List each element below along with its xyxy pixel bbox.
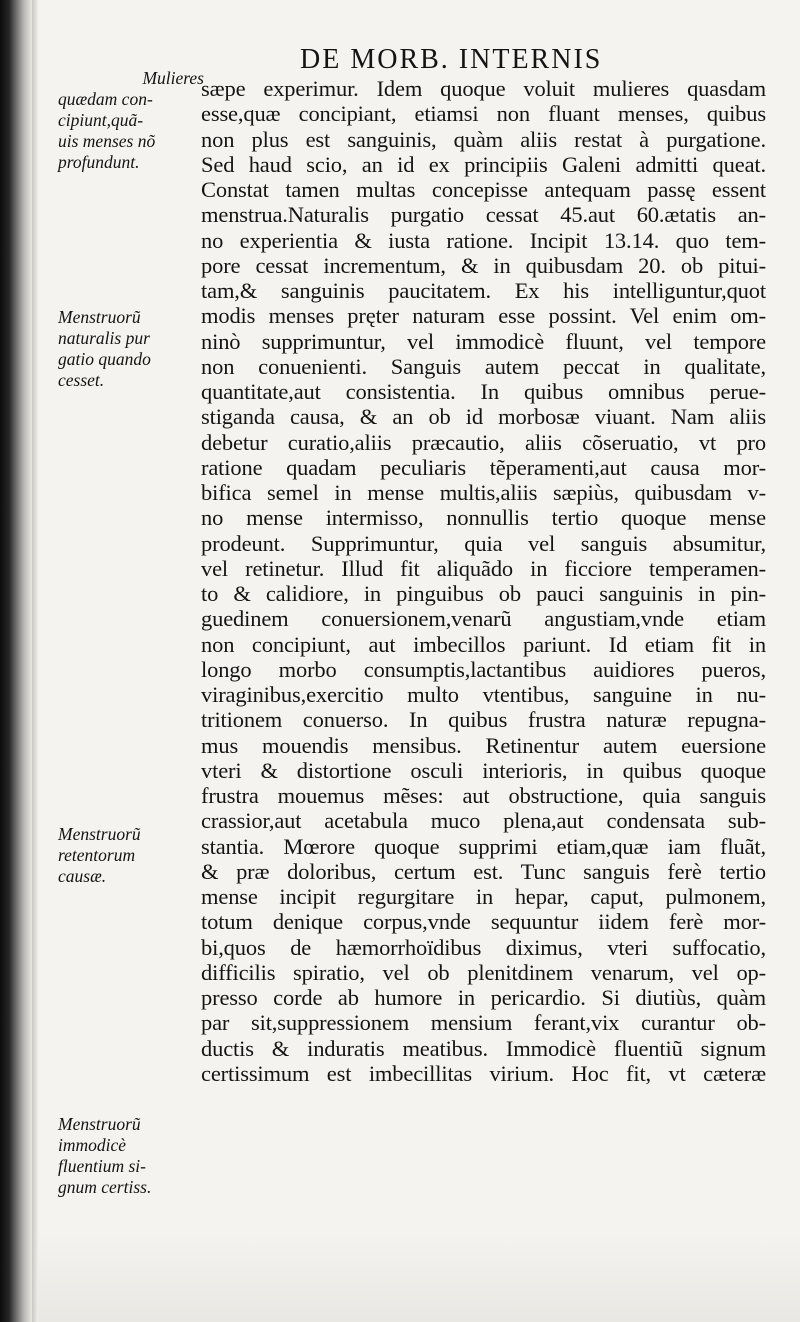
text-line: vel retinetur. Illud fit aliquãdo in ficciore temperamen- [201, 555, 766, 581]
text-line: no mense intermisso, nonnullis tertio quoque mense [201, 505, 766, 531]
text-line: mense incipit regurgitare in hepar, caput, pulmonem, [201, 884, 766, 909]
text-line: sæpe experimur. Idem quoque voluit mulieres quasdam [201, 76, 766, 101]
text-line: Constat tamen multas concepisse antequam passę essent [201, 177, 766, 202]
text-line: non concipiunt, aut imbecillos pariunt. Id etiam fit in [201, 631, 766, 657]
text-line: non plus est sanguinis, quàm aliis restat à purgatione. [201, 126, 766, 152]
text-line: ductis & induratis meatibus. Immodicè fluentiũ signum [201, 1035, 766, 1061]
text-line: ratione quadam peculiaris tẽperamenti,aut causa mor- [201, 454, 766, 480]
text-line: vteri & distortione osculi interioris, in quibus quoque [201, 757, 766, 783]
margin-note-line: gnum certiss. [58, 1177, 152, 1197]
text-line: Sed haud scio, an id ex principiis Galeni admitti queat. [201, 151, 766, 177]
text-line: debetur curatio,aliis præcautio, aliis cõseruatio, vt pro [201, 429, 766, 455]
text-line: pore cessat incrementum, & in quibusdam 20. ob pitui- [201, 252, 766, 278]
margin-note-mulieres [58, 68, 208, 173]
margin-note-line: cesset. [58, 370, 105, 390]
text-line: longo morbo consumptis,lactantibus auidiores pueros, [201, 656, 766, 682]
text-line: guedinem conuersionem,venarũ angustiam,vnde etiam [201, 606, 766, 632]
text-line: frustra mouemus mẽses: aut obstructione, quia sanguis [201, 783, 766, 808]
text-line: bi,quos de hæmorrhoïdibus diximus, vteri suffocatio, [201, 934, 766, 960]
text-line: viraginibus,exercitio multo vtentibus, sanguine in nu- [201, 682, 766, 707]
text-line: stiganda causa, & an ob id morbosæ viuant. Nam aliis [201, 404, 766, 430]
margin-note-line: profundunt. [58, 152, 140, 172]
text-line: par sit,suppressionem mensium ferant,vix curantur ob- [201, 1010, 766, 1036]
text-line: difficilis spiratio, vel ob plenitdinem venarum, vel op- [201, 959, 766, 985]
margin-note-line: Menstruorũ [58, 307, 141, 327]
text-line: non conuenienti. Sanguis autem peccat in qualitate, [201, 353, 766, 379]
text-line: certissimum est imbecillitas virium. Hoc fit, vt cæteræ [201, 1060, 766, 1086]
text-line: menstrua.Naturalis purgatio cessat 45.aut 60.ætatis an- [201, 202, 766, 228]
text-line: tam,& sanguinis paucitatem. Ex his intelliguntur,quot [201, 278, 766, 303]
text-line: no experientia & iusta ratione. Incipit 13.14. quo tem- [201, 227, 766, 253]
margin-note-line: naturalis pur [58, 328, 150, 348]
margin-note-line: quædam con- [58, 89, 153, 109]
text-line: stantia. Mœrore quoque supprimi etiam,quæ iam fluãt, [201, 833, 766, 859]
text-line: modis menses pręter naturam esse possint. Vel enim om- [201, 303, 766, 329]
margin-note-line: fluentium si- [58, 1156, 146, 1176]
text-line: crassior,aut acetabula muco plena,aut condensata sub- [201, 808, 766, 834]
margin-note-line: retentorum [58, 845, 136, 865]
margin-note-naturalis-purgatio [58, 307, 208, 391]
margin-note-line: uis menses nõ [58, 131, 156, 151]
text-line: quantitate,aut consistentia. In quibus omnibus perue- [201, 379, 766, 404]
text-line: esse,quæ concipiant, etiamsi non fluant menses, quibus [201, 101, 766, 127]
text-line: bifica semel in mense multis,aliis sæpiùs, quibusdam v- [201, 480, 766, 505]
main-text-column [201, 76, 766, 1086]
text-line: totum denique corpus,vnde sequuntur iidem ferè mor- [201, 909, 766, 935]
margin-note-line: cipiunt,quã- [58, 110, 144, 130]
text-line: prodeunt. Supprimuntur, quia vel sanguis absumitur, [201, 530, 766, 556]
text-line: presso corde ab humore in pericardio. Si diutiùs, quàm [201, 985, 766, 1010]
page-edge [32, 0, 38, 1322]
margin-note-line: Mulieres [142, 68, 204, 88]
text-line: & præ doloribus, certum est. Tunc sanguis ferè tertio [201, 858, 766, 884]
margin-note-line: Menstruorũ [58, 1114, 141, 1134]
page-bottom-shadow [38, 1232, 800, 1322]
text-line: to & calidiore, in pinguibus ob pauci sanguinis in pin- [201, 581, 766, 606]
margin-note-line: gatio quando [58, 349, 151, 369]
margin-note-line: causæ. [58, 866, 107, 886]
text-line: mus mouendis mensibus. Retinentur autem euersione [201, 732, 766, 758]
running-header: DE MORB. INTERNIS [300, 44, 603, 75]
text-line: ninò supprimuntur, vel immodicè fluunt, vel tempore [201, 328, 766, 354]
margin-note-retentorum [58, 824, 208, 887]
margin-note-immodice [58, 1114, 208, 1198]
text-line: tritionem conuerso. In quibus frustra naturæ repugna- [201, 707, 766, 733]
book-binding-shadow [0, 0, 32, 1322]
margin-note-line: immodicè [58, 1135, 127, 1155]
margin-note-line: Menstruorũ [58, 824, 141, 844]
